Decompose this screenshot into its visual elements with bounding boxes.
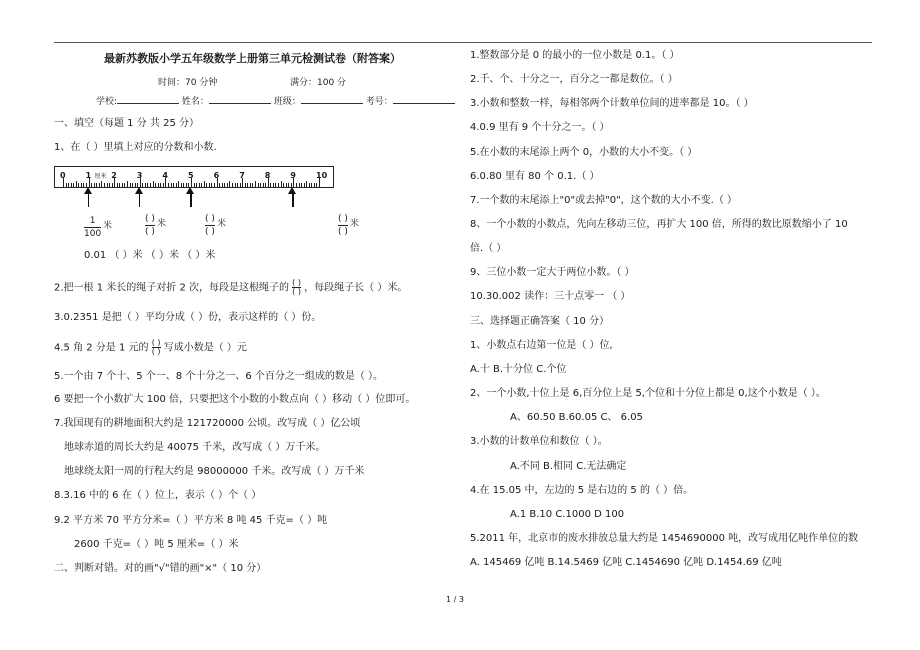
- ruler-tick: [301, 183, 302, 187]
- judge-1: 1.整数部分是 0 的最小的一位小数是 0.1。（ ）: [470, 50, 680, 61]
- ruler-tick: [183, 183, 184, 187]
- fraction-blank-c: ( ) ( ): [338, 214, 348, 237]
- section-2-heading: 二、判断对错。对的画"√"错的画"×"（ 10 分）: [54, 563, 267, 574]
- ruler-tick: [107, 183, 108, 187]
- judge-3: 3.小数和整数一样，每相邻两个计数单位间的进率都是 10。（ ）: [470, 98, 754, 109]
- ruler-tick: [109, 183, 110, 187]
- ruler-tick: [299, 183, 300, 187]
- ruler-tick: [78, 183, 79, 187]
- ruler-tick: [66, 183, 67, 187]
- choice-1-options: A.十 B.十分位 C.个位: [470, 364, 567, 375]
- ruler-tick: [281, 181, 282, 187]
- ruler-tick: [176, 183, 177, 187]
- ruler-label: 2: [111, 171, 117, 180]
- judge-6: 6.0.80 里有 80 个 0.1.（ ）: [470, 171, 600, 182]
- fraction-numerator: 1: [89, 216, 96, 226]
- ruler-tick: [178, 181, 179, 187]
- school-label: 学校:: [96, 97, 118, 107]
- ruler-tick: [124, 183, 125, 187]
- judge-5: 5.在小数的末尾添上两个 0，小数的大小不变。（ ）: [470, 147, 698, 158]
- ruler-unit: 厘米: [94, 173, 107, 180]
- fraction-unit-a: 米: [157, 219, 167, 229]
- ruler-tick: [309, 183, 310, 187]
- ruler-arrow-icon: [292, 193, 294, 207]
- ruler-label: 6: [213, 171, 220, 180]
- ruler-tick: [173, 183, 174, 187]
- judge-9: 9、三位小数一定大于两位小数。（ ）: [470, 267, 635, 278]
- ruler-tick: [224, 183, 225, 187]
- question-7b: 地球赤道的周长大约是 40075 千米，改写成（ ）万千米。: [64, 442, 326, 453]
- class-blank: [301, 93, 363, 104]
- ruler-tick: [96, 183, 97, 187]
- ruler-arrow-icon: [190, 193, 192, 207]
- ruler-tick: [196, 183, 197, 187]
- ruler-label: 9: [290, 171, 296, 180]
- question-2: 2.把一根 1 米长的绳子对折 2 次，每段是这根绳子的 ( ) ( ) ，每段绳子长（ ）米。: [54, 278, 408, 296]
- fraction-blank-a: ( ) ( ): [145, 214, 155, 237]
- ruler-tick: [112, 183, 113, 187]
- judge-10: 10.30.002 读作：三十点零一 （ ）: [470, 291, 631, 302]
- ruler-tick: [99, 183, 100, 187]
- ruler-tick: [158, 183, 159, 187]
- ruler-tick: [258, 183, 259, 187]
- number-label: 考号：: [365, 97, 393, 107]
- ruler-tick: [132, 183, 133, 187]
- name-blank: [209, 93, 271, 104]
- question-9b: 2600 千克=（ ）吨 5 厘米=（ ）米: [74, 539, 239, 550]
- name-label: 姓名：: [181, 97, 209, 107]
- fraction-blank-b: ( ) ( ): [205, 214, 215, 237]
- ruler-tick: [229, 181, 230, 187]
- ruler-tick: [117, 183, 118, 187]
- top-rule: [54, 42, 872, 43]
- ruler-tick: [206, 183, 207, 187]
- school-blank: [117, 93, 179, 104]
- ruler-tick: [245, 183, 246, 187]
- ruler-arrow-icon: [139, 193, 141, 207]
- ruler-tick: [181, 183, 182, 187]
- ruler-label: 8: [264, 171, 271, 180]
- ruler-tick: [286, 183, 287, 187]
- fraction-blank-q4: ( ) ( ): [151, 338, 161, 356]
- ruler-tick: [306, 181, 307, 187]
- ruler-tick: [76, 181, 77, 187]
- page-title: 最新苏教版小学五年级数学上册第三单元检测试卷（附答案）: [104, 52, 401, 65]
- ruler-tick: [273, 183, 274, 187]
- choice-2-options: A、60.50 B.60.05 C、 6.05: [510, 412, 643, 423]
- ruler-tick: [247, 183, 248, 187]
- fraction-1-100: [84, 216, 101, 239]
- ruler-arrow-icon: [88, 193, 90, 207]
- ruler-tick: [211, 183, 212, 187]
- ruler-label: 7: [239, 171, 245, 180]
- judge-8a: 8、一个小数的小数点，先向左移动三位，再扩大 100 倍，所得的数比原数缩小了 10: [470, 219, 848, 230]
- ruler-tick: [270, 183, 271, 187]
- ruler-tick: [316, 183, 317, 187]
- judge-7: 7.一个数的末尾添上"0"或去掉"0"，这个数的大小不变.（ ）: [470, 195, 738, 206]
- ruler-label: 3: [136, 171, 143, 180]
- judge-8b: 倍.（ ）: [470, 243, 507, 254]
- ruler-tick: [227, 183, 228, 187]
- ruler-tick: [127, 181, 128, 187]
- ruler-tick: [73, 183, 74, 187]
- ruler-tick: [199, 183, 200, 187]
- ruler-tick: [222, 183, 223, 187]
- ruler-tick: [145, 183, 146, 187]
- ruler-tick: [219, 183, 220, 187]
- judge-4: 4.0.9 里有 9 个十分之一。（ ）: [470, 122, 610, 133]
- ruler-tick: [171, 183, 172, 187]
- ruler-tick: [252, 183, 253, 187]
- ruler-label: 10: [316, 171, 328, 180]
- choice-4: 4.在 15.05 中，左边的 5 是右边的 5 的（ ）倍。: [470, 485, 694, 496]
- question-7a: 7.我国现有的耕地面积大约是 121720000 公顷。改写成（ ）亿公顷: [54, 418, 361, 429]
- ruler-tick: [104, 183, 105, 187]
- question-4: 4.5 角 2 分是 1 元的 ( ) ( ) 写成小数是（ ）元: [54, 338, 247, 356]
- ruler-tick: [122, 183, 123, 187]
- ruler-tick: [209, 183, 210, 187]
- ruler-label: 4: [162, 171, 168, 180]
- section-3-heading: 三、选择题正确答案（ 10 分）: [470, 316, 610, 327]
- ruler-tick: [163, 183, 164, 187]
- ruler-tick: [160, 183, 161, 187]
- ruler-label: 5: [188, 171, 194, 180]
- ruler-tick: [232, 183, 233, 187]
- score-label: 满分：100 分: [290, 78, 347, 88]
- judge-2: 2.千、个、十分之一，百分之一都是数位。（ ）: [470, 74, 678, 85]
- choice-2: 2、一个小数,十位上是 6,百分位上是 5,个位和十分位上都是 0,这个小数是（ ）。: [470, 388, 826, 399]
- choice-1: 1、小数点右边第一位是（ ）位,: [470, 340, 613, 351]
- ruler-tick: [275, 183, 276, 187]
- info-row: [96, 93, 455, 109]
- fraction-blank-q2: ( ) ( ): [292, 278, 301, 296]
- ruler-label: 0: [60, 171, 66, 180]
- ruler-tick: [255, 181, 256, 187]
- ruler-tick: [265, 183, 266, 187]
- fraction-denominator: 100: [84, 229, 102, 239]
- ruler-tick: [153, 181, 154, 187]
- choice-4-options: A.1 B.10 C.1000 D 100: [510, 509, 625, 520]
- ruler-tick: [260, 183, 261, 187]
- ruler-tick: [130, 183, 131, 187]
- ruler-tick: [71, 183, 72, 187]
- fraction-unit-b: 米: [217, 219, 227, 229]
- ruler-tick: [101, 181, 102, 187]
- question-8: 8.3.16 中的 6 在（ ）位上，表示（ ）个（ ）: [54, 490, 262, 501]
- choice-3-options: A.不同 B.相同 C.无法确定: [510, 461, 627, 472]
- choice-3: 3.小数的计数单位和数位（ ）。: [470, 436, 608, 447]
- ruler-tick: [81, 183, 82, 187]
- ruler-tick: [314, 183, 315, 187]
- ruler-tick: [263, 183, 264, 187]
- ruler-tick: [155, 183, 156, 187]
- ruler-tick: [304, 183, 305, 187]
- fraction-unit-c: 米: [350, 219, 360, 229]
- section-1-heading: 一、填空（每题 1 分 共 25 分）: [54, 118, 199, 129]
- question-7c: 地球绕太阳一周的行程大约是 98000000 千米。改写成（ ）万千米: [64, 466, 365, 477]
- ruler-label: 1: [85, 171, 92, 180]
- question-5: 5.一个由 7 个十、5 个一、8 个十分之一、6 个百分之一组成的数是（ ）。: [54, 371, 384, 382]
- ruler-tick: [150, 183, 151, 187]
- ruler-tick: [214, 183, 215, 187]
- question-9a: 9.2 平方米 70 平方分米=（ ）平方米 8 吨 45 千克=（ ）吨: [54, 515, 328, 526]
- question-3: 3.0.2351 是把（ ）平均分成（ ）份，表示这样的（ ）份。: [54, 312, 322, 323]
- ruler-tick: [278, 183, 279, 187]
- ruler-tick: [311, 183, 312, 187]
- question-6: 6 要把一个小数扩大 100 倍，只要把这个小数的小数点向（ ）移动（ ）位即可。: [54, 394, 416, 405]
- fraction-unit: 米: [103, 221, 113, 231]
- question-1: 1、在（ ）里填上对应的分数和小数.: [54, 142, 217, 153]
- ruler-tick: [201, 183, 202, 187]
- ruler-tick: [250, 183, 251, 187]
- ruler-tick: [283, 183, 284, 187]
- ruler-tick: [237, 183, 238, 187]
- choice-5-options: A. 145469 亿吨 B.14.5469 亿吨 C.1454690 亿吨 D.1454.69 亿吨: [470, 557, 782, 568]
- ruler-tick: [235, 183, 236, 187]
- ruler-tick: [204, 181, 205, 187]
- fraction-bar: [84, 227, 101, 228]
- ruler-tick: [147, 183, 148, 187]
- ruler-tick: [240, 183, 241, 187]
- ruler-tick: [94, 183, 95, 187]
- ruler: [54, 166, 334, 188]
- decimal-row: 0.01 （ ）米 （ ）米 （ ）米: [84, 250, 216, 261]
- ruler-tick: [168, 183, 169, 187]
- page-number: 1 / 3: [446, 595, 464, 604]
- time-label: 时间：70 分钟: [158, 78, 218, 88]
- class-label: 班级：: [273, 97, 301, 107]
- choice-5: 5.2011 年，北京市的废水排放总量大约是 1454690000 吨，改写成用亿吨作单位的数: [470, 533, 859, 544]
- number-blank: [393, 93, 455, 104]
- ruler-tick: [119, 183, 120, 187]
- ruler-tick: [68, 183, 69, 187]
